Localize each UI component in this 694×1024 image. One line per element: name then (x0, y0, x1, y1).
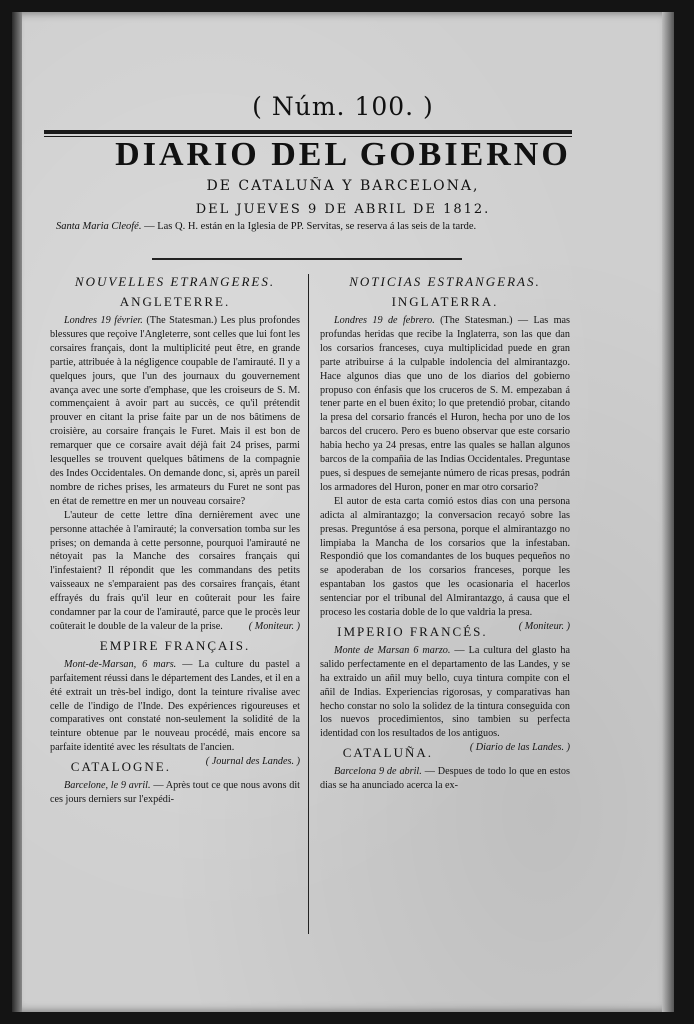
section-heading: CATALOGNE. (70, 759, 171, 775)
section-heading: IMPERIO FRANCÉS. (337, 623, 488, 639)
header-divider (152, 258, 462, 260)
source-attribution: ( Moniteur. ) (248, 620, 300, 632)
paragraph-text: (The Statesman.) Les plus profondes blessures que reçoive l'Angleterre, sont celles que lui font les corsaires français, dont la multiplicité peut être, en grande partie, attribuée à la négligence coupable de l'amirauté. Il y a quelques jours, que l'un des journaux du gouvernement avança avec une sorte d'emphase, que les croiseurs de S. M. commençaient à avoir part au succès, ce qu'il prétendit prouver en citant la prise faite par un de nos bâtimens de croisière, au corsaire français le Furet. Mais il est bon de remarquer que ce corsaire avait déjà fait 24 prises, parmi lesquelles se trouvent quelques bâtimens de la compagnie des Indes Occidentales. On demande donc, si, après un pareil nombre de riches prises, les armateurs du Furet ne sont pas en état de remettre en mer un nouveau corsaire? (50, 315, 301, 507)
article-paragraph (50, 314, 300, 509)
masthead-title: DIARIO DEL GOBIERNO (115, 136, 571, 173)
source-attribution: ( Journal des Landes. ) (205, 756, 300, 768)
dateline-lead: Londres 19 février. (64, 315, 143, 326)
saint-note-text: — Las Q. H. están en la Iglesia de PP. Servitas, se reserva á las seis de la tarde. (141, 221, 477, 232)
article-paragraph (320, 765, 570, 793)
source-attribution: ( Moniteur. ) (518, 620, 570, 632)
dateline-lead: Mont-de-Marsan, 6 mars. (64, 658, 177, 670)
right-column-header: NOTICIAS ESTRANGERAS. (349, 274, 541, 289)
masthead-subtitle: DE CATALUÑA Y BARCELONA, (206, 178, 480, 194)
dateline-lead: Londres 19 de febrero. (334, 315, 435, 326)
article-paragraph (320, 314, 570, 495)
newspaper-page (12, 12, 674, 1012)
masthead-dateline: DEL JUEVES 9 DE ABRIL DE 1812. (195, 202, 491, 217)
article-paragraph (50, 509, 300, 634)
paragraph-text: — Despues de todo lo que en estos dias se ha anunciado acerca la ex- (320, 766, 570, 792)
left-column-header: NOUVELLES ETRANGERES. (74, 274, 276, 289)
section-heading: INGLATERRA. (391, 294, 499, 309)
paragraph-text: El autor de esta carta comió estos dias con una persona adicta al almirantazgo; la conversacion recayó sobre las presas. Preguntóse á esa persona, porque el almirantazgo no limpiaba la Mancha de los corsarios que la infestaban. Respondió que los comandantes de los buques pequeños no se apoderaban de los corsarios franceses, porque les espantaban los gastos que les ocasionaria el hacerlos sentenciar por el tribunal del Almirantazgo, á causa que el proceso les costaria doble de lo que valdria la presa. (320, 495, 570, 619)
article-paragraph (50, 779, 300, 807)
section-heading: CATALUÑA. (342, 745, 434, 761)
section-heading: ANGLETERRE. (119, 294, 231, 309)
saint-of-day-note (56, 220, 576, 234)
source-attribution: ( Diario de las Landes. ) (469, 742, 570, 754)
masthead-rule-top (44, 130, 572, 134)
saint-name: Santa Maria Cleofé. (56, 221, 142, 232)
paragraph-text: — Après tout ce que nous avons dit ces jours derniers sur l'expédi- (50, 780, 300, 806)
column-divider (308, 274, 309, 934)
left-column-french (50, 274, 300, 807)
paragraph-text: — La culture du pastel a parfaitement réussi dans le département des Landes, et il en a été extrait un très-bel indigo, dont la teinture rivalise avec celle de l'indigo de l'Inde. Des expériences rigoureuses et comparatives ont constaté non-seulement la solidité de la teinture obtenue par le nouveau procédé, mais encore sa parfaite identité avec les résultats de l'ancien. (50, 658, 300, 754)
dateline-lead: Monte de Marsan 6 marzo. (334, 644, 451, 656)
issue-number: ( Núm. 100. ) (252, 92, 434, 121)
dateline-lead: Barcelone, le 9 avril. (64, 780, 151, 792)
dateline-lead: Barcelona 9 de abril. (334, 766, 422, 778)
paragraph-text: — La cultura del glasto ha salido perfectamente en el departamento de las Landes, y se ha extraido un añil muy bello, cuya tintura compite con el añil de Indias. Experiencias rigorosas, y comparativas han hecho constar no solo la solidez de la tintura conseguida con los nuevos procedimientos, sino tambien su perfecta identidad con los resultados de los antiguos. (320, 644, 570, 740)
paragraph-text: L'auteur de cette lettre dîna dernièrement avec une personne attachée à l'amirauté; la conversation tomba sur les prises; on demanda à cette personne, pourquoi l'amirauté ne nétoyait pas la Manche des corsaires français qui l'infestaient? Il répondit que les commandans des petits vaisseaux ne s'emparaient pas des corsaires français, étant effrayés du frais qu'il leur en coûterait pour les faire condamner par la cour de l'amirauté, parce que le procès leur coûterait le double de la valeur de la prise. (50, 509, 300, 632)
right-column-spanish (320, 274, 570, 793)
paragraph-text: (The Statesman.) — Las mas profundas heridas que recibe la Inglaterra, son las que dan los corsarios franceses, cuya multiplicidad puede en gran parte atribuirse á la culpable indolencia del almirantazgo. Hace algunos dias que uno de los diarios del gobierno propuso con énfasis que los cruceros de S. M. empezaban á tener parte en el buen éxito; lo que pretendió probar, citando la presa del corsario francés el Huron, hecha por uno de los barcos del crucero. Pero es bueno observar que este corsario habia hecho ya 24 presas, entre las quales se hallan algunos barcos de la compañia de las Indias Occidentales. Preguntase pues, si despues de semejante número de ricas presas, podrán los armadores del Huron, poner en mar otro corsario? (320, 315, 570, 493)
section-heading: EMPIRE FRANÇAIS. (99, 637, 251, 653)
